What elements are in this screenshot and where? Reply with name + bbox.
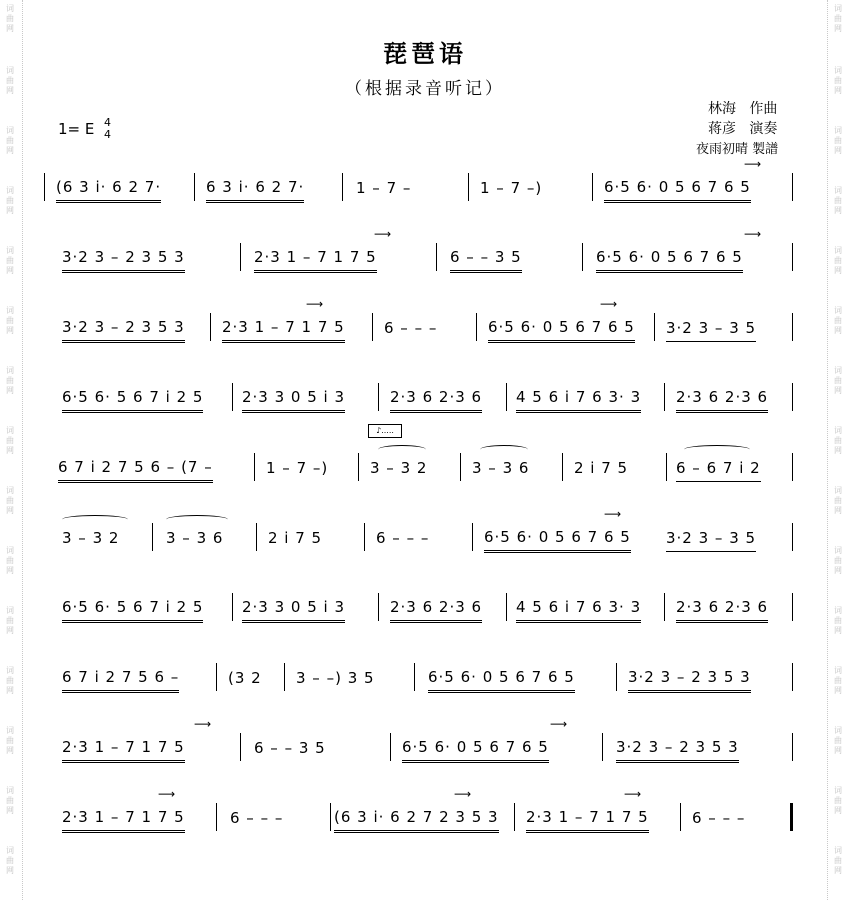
watermark-text: 词 曲 网 — [6, 246, 14, 275]
barline — [792, 313, 793, 341]
measure: 3·2 3 – 3 5 — [666, 525, 756, 551]
slur-arrow: ⟶ — [306, 297, 325, 311]
measure: 2·3 1 – 7 1 7 5 — [62, 735, 185, 761]
measure: 3 – 3 6 — [166, 529, 224, 547]
credit-name: 林海 — [708, 101, 736, 117]
watermark-text: 词 曲 网 — [6, 606, 14, 635]
barline — [358, 453, 359, 481]
measure: 2·3 6 2·3 6 — [390, 385, 482, 411]
barline — [210, 313, 211, 341]
watermark-text: 词 曲 网 — [6, 786, 14, 815]
barline — [468, 173, 469, 201]
measure: 4 5 6 i 7 6 3· 3 — [516, 385, 641, 411]
barline — [284, 663, 285, 691]
measure: 6·5 6· 0 5 6 7 6 5 — [428, 665, 575, 691]
barline — [680, 803, 681, 831]
slur-arrow: ⟶ — [454, 787, 473, 801]
measure: 2 i 7 5 — [268, 529, 323, 547]
measure: 6 – – – — [692, 809, 746, 827]
slur-arrow: ⟶ — [158, 787, 177, 801]
watermark-text: 词 曲 网 — [6, 186, 14, 215]
transcriber-credit — [696, 138, 778, 157]
watermark-text: 词 曲 网 — [834, 306, 842, 335]
score-row-1 — [44, 157, 804, 201]
barline — [592, 173, 593, 201]
measure: 3·2 3 – 2 3 5 3 — [62, 245, 185, 271]
measure: (3 2 — [228, 669, 262, 687]
credit-role: 演奏 — [749, 121, 778, 137]
barline — [256, 523, 257, 551]
measure: 2·3 3 0 5 i 3 — [242, 595, 345, 621]
measure: 2·3 6 2·3 6 — [390, 595, 482, 621]
measure: 6·5 6· 0 5 6 7 6 5 — [488, 315, 635, 341]
measure: 3·2 3 – 2 3 5 3 — [616, 735, 739, 761]
score-row-9 — [44, 717, 804, 761]
measure: 2·3 6 2·3 6 — [676, 385, 768, 411]
measure: 6·5 6· 0 5 6 7 6 5 — [596, 245, 743, 271]
slur-arrow: ⟶ — [600, 297, 619, 311]
barline — [216, 663, 217, 691]
slur — [62, 515, 128, 524]
tempo-marker: ♪..... — [368, 424, 402, 438]
score-row-2 — [44, 227, 804, 271]
credit-name: 夜雨初晴 — [696, 142, 749, 157]
right-watermark-strip — [827, 0, 850, 900]
measure: 3 – 3 2 — [370, 459, 428, 477]
measure: (6 3 i· 6 2 7· — [56, 175, 161, 201]
measure: 2·3 1 – 7 1 7 5 — [526, 805, 649, 831]
measure: 6 – – 3 5 — [254, 739, 326, 757]
barline — [194, 173, 195, 201]
barline — [666, 453, 667, 481]
barline — [506, 593, 507, 621]
measure: 3 – 3 2 — [62, 529, 120, 547]
measure: 6·5 6· 0 5 6 7 6 5 — [484, 525, 631, 551]
watermark-text: 词 曲 网 — [834, 126, 842, 155]
score-row-5 — [44, 455, 804, 481]
barline — [436, 243, 437, 271]
barline — [414, 663, 415, 691]
credit-role: 製譜 — [752, 142, 779, 157]
slur — [378, 445, 426, 454]
barline — [472, 523, 473, 551]
measure: 1 – 7 – — [356, 179, 412, 197]
barline — [232, 383, 233, 411]
barline — [514, 803, 515, 831]
measure: 6·5 6· 5 6 7 i 2 5 — [62, 385, 203, 411]
watermark-text: 词 曲 网 — [6, 486, 14, 515]
score-row-8 — [44, 665, 804, 691]
measure: 2·3 3 0 5 i 3 — [242, 385, 345, 411]
left-watermark-strip — [0, 0, 23, 900]
slur — [684, 445, 750, 454]
measure: 6 – – 3 5 — [450, 245, 522, 271]
barline — [792, 453, 793, 481]
watermark-text: 词 曲 网 — [6, 126, 14, 155]
barline — [378, 383, 379, 411]
final-barline — [790, 803, 793, 831]
measure: 6 – 6 7 i 2 — [676, 455, 761, 481]
barline — [476, 313, 477, 341]
score-subtitle: （根据录音听记） — [345, 79, 505, 99]
watermark-text: 词 曲 网 — [834, 426, 842, 455]
measure: 2·3 1 – 7 1 7 5 — [62, 805, 185, 831]
measure: 2·3 1 – 7 1 7 5 — [254, 245, 377, 271]
watermark-text: 词 曲 网 — [6, 426, 14, 455]
watermark-text: 词 曲 网 — [6, 66, 14, 95]
watermark-text: 词 曲 网 — [6, 546, 14, 575]
watermark-text: 词 曲 网 — [6, 666, 14, 695]
barline — [792, 593, 793, 621]
slur-arrow: ⟶ — [550, 717, 569, 731]
watermark-text: 词 曲 网 — [834, 66, 842, 95]
barline — [602, 733, 603, 761]
barline — [364, 523, 365, 551]
measure: 6 3 i· 6 2 7· — [206, 175, 304, 201]
time-signature — [104, 117, 111, 141]
watermark-text: 词 曲 网 — [6, 726, 14, 755]
score-row-10 — [44, 787, 804, 831]
credit-role: 作曲 — [749, 101, 778, 117]
barline — [240, 243, 241, 271]
performer-credit — [708, 118, 777, 138]
measure: 3·2 3 – 2 3 5 3 — [62, 315, 185, 341]
barline — [372, 313, 373, 341]
measure: 2·3 1 – 7 1 7 5 — [222, 315, 345, 341]
measure: 3·2 3 – 3 5 — [666, 315, 756, 341]
watermark-text: 词 曲 网 — [6, 846, 14, 875]
watermark-text: 词 曲 网 — [834, 4, 842, 33]
barline — [582, 243, 583, 271]
composer-credit — [708, 98, 777, 118]
score-row-4 — [44, 385, 804, 411]
watermark-text: 词 曲 网 — [6, 4, 14, 33]
measure: 1 – 7 –) — [480, 179, 543, 197]
measure: 2·3 6 2·3 6 — [676, 595, 768, 621]
measure: 6·5 6· 0 5 6 7 6 5 — [604, 175, 751, 201]
slur — [480, 445, 528, 454]
score-row-7 — [44, 595, 804, 621]
measure: 6 – – – — [376, 529, 430, 547]
watermark-text: 词 曲 网 — [834, 606, 842, 635]
meter-bottom: 4 — [104, 128, 111, 141]
slur-arrow: ⟶ — [604, 507, 623, 521]
barline — [792, 663, 793, 691]
measure: 6·5 6· 0 5 6 7 6 5 — [402, 735, 549, 761]
slur-arrow: ⟶ — [744, 157, 763, 171]
slur-arrow: ⟶ — [374, 227, 393, 241]
watermark-text: 词 曲 网 — [6, 366, 14, 395]
barline — [152, 523, 153, 551]
measure: 6 – – – — [230, 809, 284, 827]
barline — [664, 383, 665, 411]
barline — [792, 733, 793, 761]
barline — [616, 663, 617, 691]
measure: 6 7 i 2 7 5 6 – — [62, 665, 179, 691]
barline — [342, 173, 343, 201]
watermark-text: 词 曲 网 — [834, 786, 842, 815]
slur-arrow: ⟶ — [624, 787, 643, 801]
barline — [460, 453, 461, 481]
barline — [390, 733, 391, 761]
watermark-text: 词 曲 网 — [834, 486, 842, 515]
credit-name: 蒋彦 — [708, 121, 736, 137]
barline — [792, 243, 793, 271]
score-row-6 — [44, 507, 804, 551]
slur — [166, 515, 228, 524]
watermark-text: 词 曲 网 — [834, 366, 842, 395]
barline — [664, 593, 665, 621]
measure: 6·5 6· 5 6 7 i 2 5 — [62, 595, 203, 621]
watermark-text: 词 曲 网 — [834, 186, 842, 215]
barline — [44, 173, 45, 201]
measure: 3·2 3 – 2 3 5 3 — [628, 665, 751, 691]
slur-arrow: ⟶ — [744, 227, 763, 241]
barline — [232, 593, 233, 621]
measure: 6 7 i 2 7 5 6 – (7 – — [58, 455, 213, 481]
measure: 6 – – – — [384, 319, 438, 337]
score-row-3 — [44, 297, 804, 341]
barline — [378, 593, 379, 621]
key-signature: 1= E — [58, 120, 95, 138]
barline — [792, 383, 793, 411]
score-title: 琵琶语 — [383, 39, 467, 68]
barline — [254, 453, 255, 481]
barline — [562, 453, 563, 481]
barline — [216, 803, 217, 831]
barline — [240, 733, 241, 761]
measure: 2 i 7 5 — [574, 459, 629, 477]
watermark-text: 词 曲 网 — [834, 246, 842, 275]
watermark-text: 词 曲 网 — [834, 546, 842, 575]
slur-arrow: ⟶ — [194, 717, 213, 731]
measure: 3 – –) 3 5 — [296, 669, 375, 687]
meter-top: 4 — [104, 116, 111, 129]
barline — [792, 173, 793, 201]
watermark-text: 词 曲 网 — [834, 726, 842, 755]
measure: 1 – 7 –) — [266, 459, 329, 477]
watermark-text: 词 曲 网 — [834, 846, 842, 875]
barline — [506, 383, 507, 411]
watermark-text: 词 曲 网 — [834, 666, 842, 695]
measure: (6 3 i· 6 2 7 2 3 5 3 — [334, 805, 499, 831]
measure: 4 5 6 i 7 6 3· 3 — [516, 595, 641, 621]
watermark-text: 词 曲 网 — [6, 306, 14, 335]
measure: 3 – 3 6 — [472, 459, 530, 477]
barline — [654, 313, 655, 341]
barline — [330, 803, 331, 831]
barline — [792, 523, 793, 551]
